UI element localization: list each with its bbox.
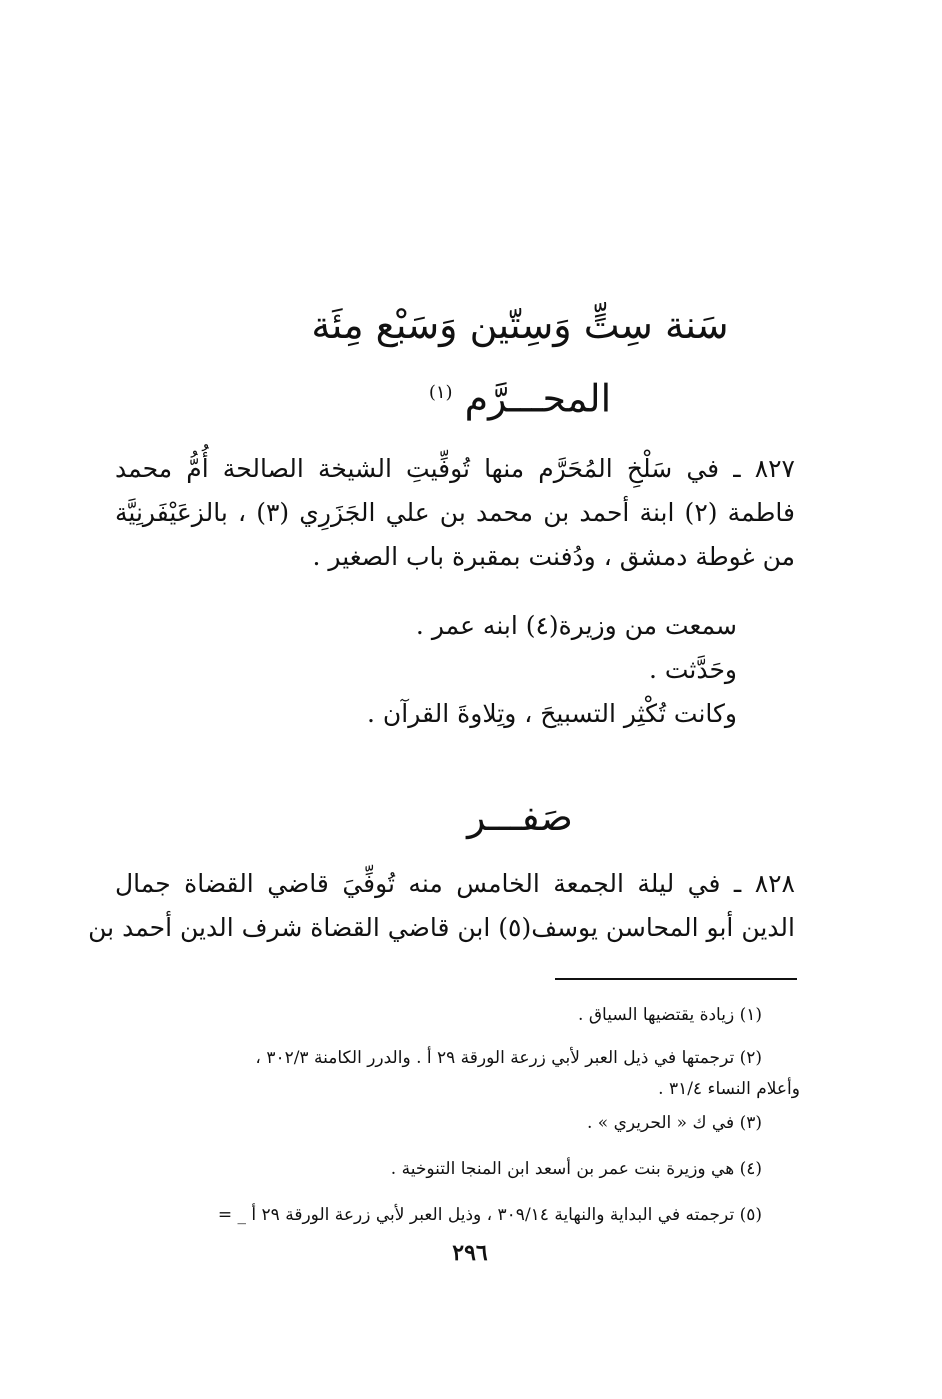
footnote-divider	[555, 978, 797, 980]
entry-827-line-2: فاطمة (٢) ابنة أحمد بن محمد بن علي الجَزَرِي (٣) ، بالزعَيْفَرنِيَّة	[115, 498, 795, 527]
entry-828-line-1: ٨٢٨ ـ في ليلة الجمعة الخامس منه تُوفِّيَ قاضي القضاة جمال	[115, 869, 795, 898]
entry-827	[115, 447, 795, 579]
footnote-1: (١) زيادة يقتضيها السياق .	[578, 1005, 762, 1025]
entry-827-details	[115, 604, 795, 736]
footnote-3: (٣) في ك « الحريري » .	[586, 1113, 762, 1133]
month-heading-muharram	[200, 368, 840, 424]
entry-828	[88, 862, 795, 950]
month-heading-footnote-ref: (١)	[428, 382, 453, 403]
entry-827-detail-2: وحَدَّثت .	[648, 655, 737, 684]
footnote-5: (٥) ترجمته في البداية والنهاية ٣٠٩/١٤ ، وذيل العبر لأبي زرعة الورقة ٢٩ أ _ =	[217, 1205, 762, 1225]
footnotes	[110, 992, 800, 1238]
footnote-4: (٤) هي وزيرة بنت عمر بن أسعد ابن المنجا التنوخية .	[390, 1159, 762, 1179]
month-heading-muharram-text: المحـــرَّم	[464, 376, 612, 421]
footnote-2: (٢) ترجمتها في ذيل العبر لأبي زرعة الورقة ٢٩ أ . والدرر الكامنة ٣٠٢/٣ ،	[255, 1048, 762, 1068]
entry-827-detail-3: وكانت تُكْثِر التسبيحَ ، وتِلاوةَ القرآن .	[367, 699, 737, 728]
entry-827-line-1: ٨٢٧ ـ في سَلْخِ المُحَرَّم منها تُوفِّيتِ الشيخة الصالحة أُمُّ محمد	[115, 454, 795, 483]
year-heading: سَنة سِتٍّ وَسِتّين وَسَبْع مِئَة	[311, 303, 729, 347]
month-heading-safar: صَفـــر	[467, 795, 573, 839]
entry-828-line-2: الدين أبو المحاسن يوسف(٥) ابن قاضي القضاة شرف الدين أحمد بن	[88, 913, 795, 942]
entry-827-line-3: من غوطة دمشق ، ودُفنت بمقبرة باب الصغير .	[312, 542, 795, 571]
entry-827-detail-1: سمعت من وزيرة(٤) ابنه عمر .	[415, 611, 737, 640]
footnote-2-continued: وأعلام النساء ٣١/٤ .	[658, 1079, 800, 1099]
page-number: ٢٩٦	[452, 1240, 488, 1266]
